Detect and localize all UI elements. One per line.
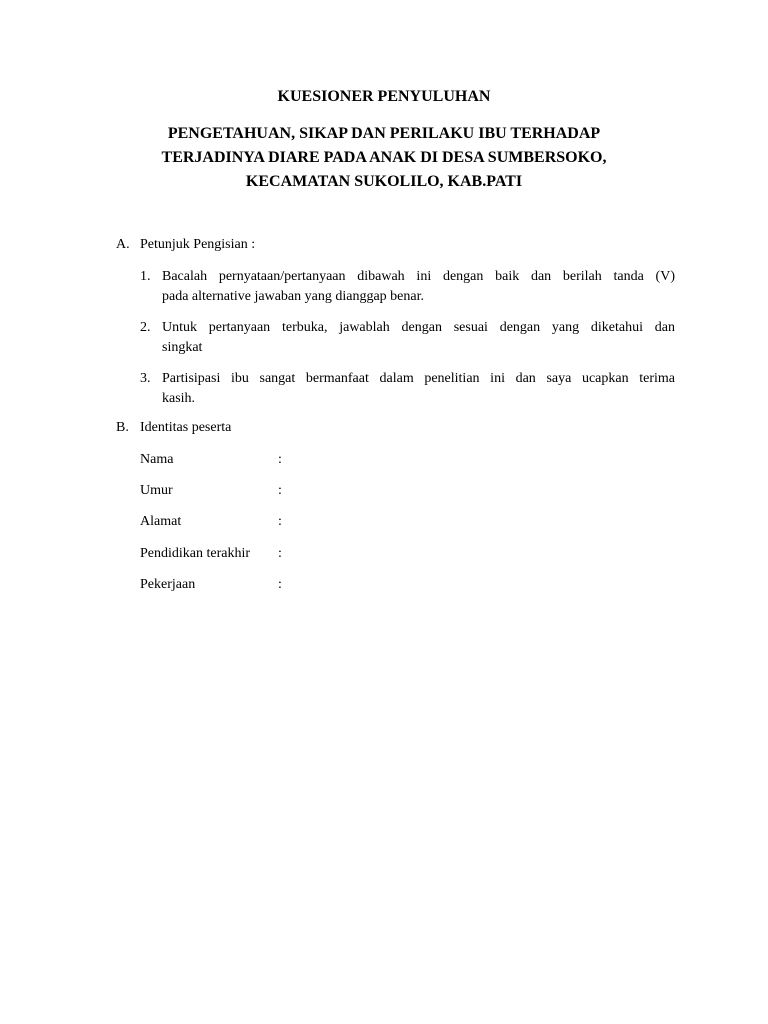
- identity-field-pekerjaan: [140, 577, 440, 597]
- field-label: Nama: [140, 452, 174, 467]
- subtitle-line: TERJADINYA DIARE PADA ANAK DI DESA SUMBERSOKO,: [161, 149, 607, 166]
- identity-field-pendidikan: [140, 546, 440, 566]
- document-title: KUESIONER PENYULUHAN: [277, 88, 491, 105]
- instruction-line: kasih.: [162, 391, 196, 406]
- field-label: Pendidikan terakhir: [140, 546, 251, 561]
- section-b-title: Identitas peserta: [140, 420, 232, 435]
- instruction-number: 2.: [140, 320, 151, 335]
- instruction-text: [162, 369, 675, 409]
- instruction-line: Bacalah pernyataan/pertanyaan dibawah ini dengan baik dan berilah tanda (V): [162, 269, 675, 284]
- instruction-line: singkat: [162, 340, 203, 355]
- document-subtitle: [100, 122, 668, 194]
- field-colon: :: [278, 514, 282, 529]
- instruction-item: [140, 318, 675, 358]
- instruction-number: 1.: [140, 269, 151, 284]
- section-b-label: B.: [116, 420, 129, 435]
- section-a-title: Petunjuk Pengisian :: [140, 237, 256, 252]
- instruction-text: [162, 318, 675, 358]
- identity-field-umur: [140, 483, 440, 503]
- identity-field-nama: [140, 452, 440, 472]
- instruction-number: 3.: [140, 371, 151, 386]
- field-label: Alamat: [140, 514, 182, 529]
- instruction-text: [162, 267, 675, 307]
- field-label: Pekerjaan: [140, 577, 196, 592]
- field-label: Umur: [140, 483, 173, 498]
- instruction-line: pada alternative jawaban yang dianggap benar.: [162, 289, 424, 304]
- subtitle-line: PENGETAHUAN, SIKAP DAN PERILAKU IBU TERHADAP: [167, 125, 601, 142]
- field-colon: :: [278, 452, 282, 467]
- section-a-label: A.: [116, 237, 130, 252]
- field-colon: :: [278, 577, 282, 592]
- instruction-line: Untuk pertanyaan terbuka, jawablah dengan sesuai dengan yang diketahui dan: [162, 320, 675, 335]
- field-colon: :: [278, 546, 282, 561]
- subtitle-line: KECAMATAN SUKOLILO, KAB.PATI: [245, 173, 523, 190]
- instruction-line: Partisipasi ibu sangat bermanfaat dalam penelitian ini dan saya ucapkan terima: [162, 371, 675, 386]
- instruction-item: [140, 369, 675, 409]
- field-colon: :: [278, 483, 282, 498]
- instruction-item: [140, 267, 675, 307]
- identity-field-alamat: [140, 514, 440, 534]
